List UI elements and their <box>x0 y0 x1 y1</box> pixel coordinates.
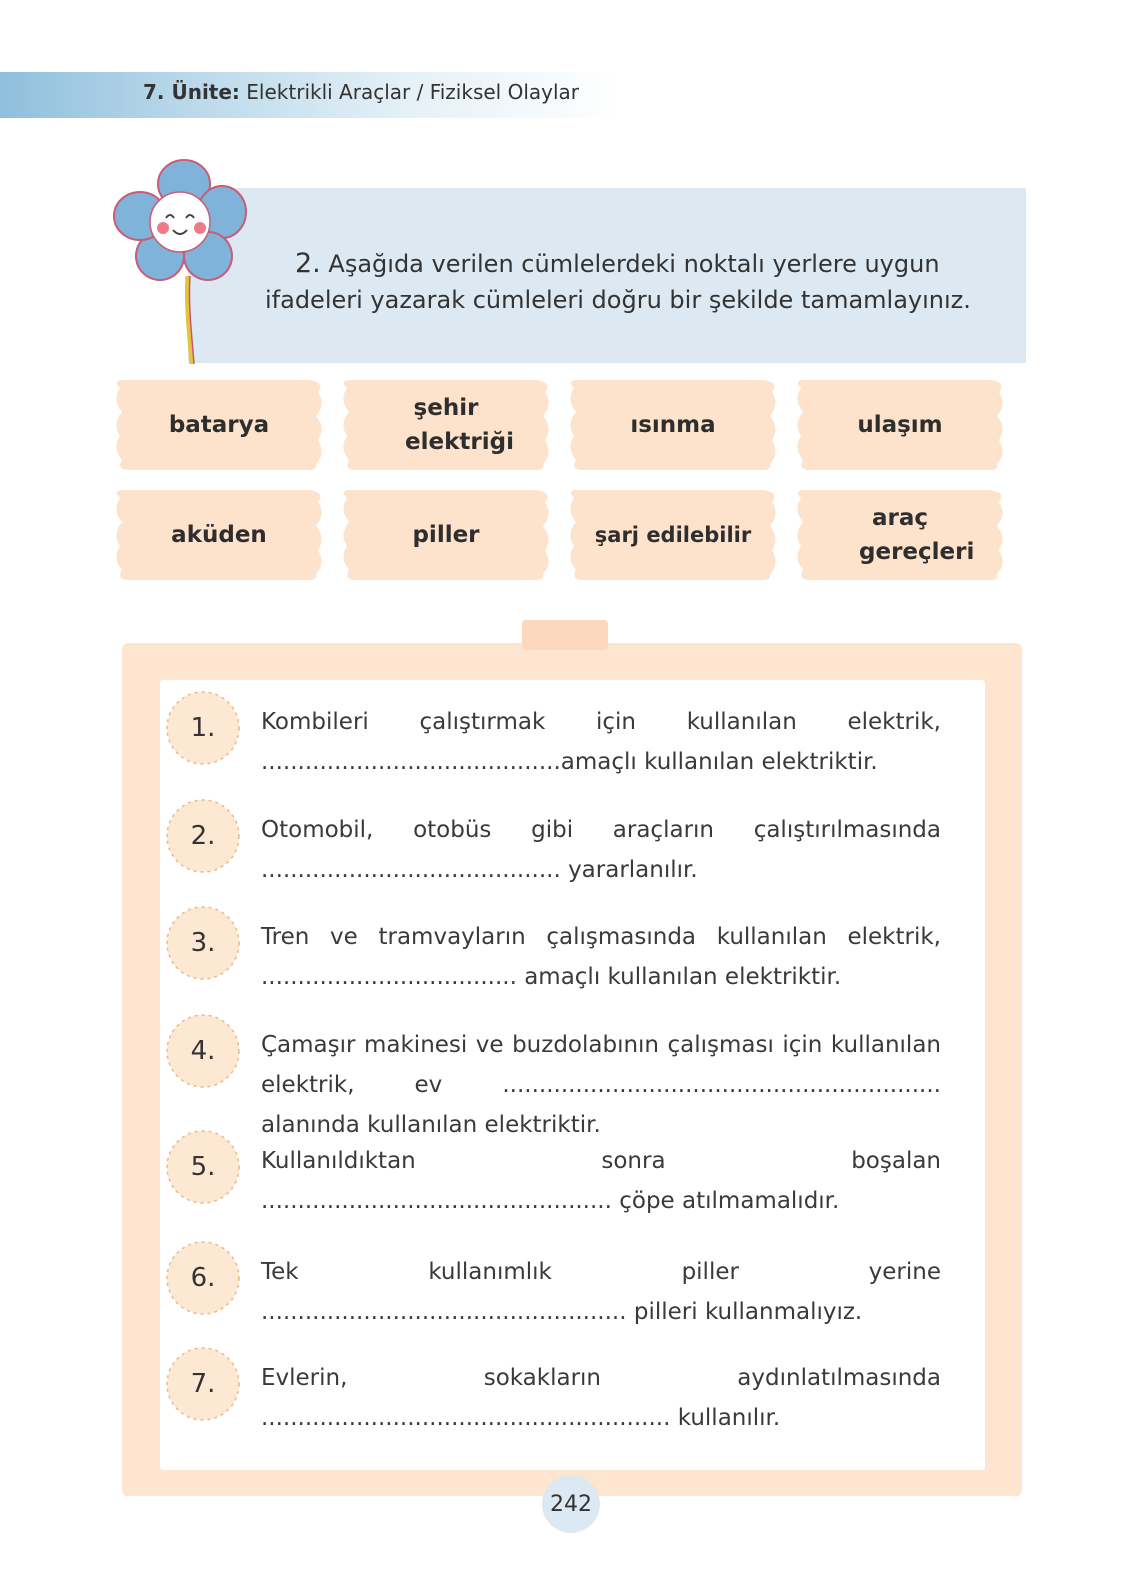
word-label: aküden <box>171 522 267 548</box>
question-text: Çamaşır makinesi ve buzdolabının çalışması için kullanılan elektrik, ev ............................................................ alanında kullanılan elektriktir. <box>261 1032 941 1138</box>
question-text: Tren ve tramvayların çalışmasında kullanılan elektrik, ................................... amaçlı kullanılan elektriktir. <box>261 924 941 990</box>
word-label: piller <box>412 522 480 548</box>
question-number: 6. <box>190 1263 216 1293</box>
question-text: Tek kullanımlık piller yerine .................................................. pilleri kullanmalıyız. <box>261 1259 941 1325</box>
question-number: 4. <box>190 1036 216 1066</box>
question-text: Otomobil, otobüs gibi araçların çalıştırılmasında ......................................... yararlanılır. <box>261 817 941 883</box>
number-badge <box>163 1344 243 1424</box>
word-label: şarj edilebilir <box>594 523 752 547</box>
number-badge <box>163 688 243 768</box>
instruction-number: 2. <box>295 248 321 279</box>
word-card <box>793 378 1007 472</box>
question-number: 5. <box>190 1152 216 1182</box>
word-label: ulaşım <box>857 412 943 438</box>
number-badge <box>163 903 243 983</box>
instruction-body: Aşağıda verilen cümlelerdeki noktalı yerlere uygun ifadeleri yazarak cümleleri doğru bir şekilde tamamlayınız. <box>265 250 971 314</box>
question-text: Kullanıldıktan sonra boşalan ................................................ çöpe atılmamalıdır. <box>261 1148 941 1214</box>
instruction-text <box>265 246 1020 318</box>
question-number: 1. <box>190 713 216 743</box>
word-card <box>112 488 326 582</box>
word-card <box>566 488 780 582</box>
word-card <box>339 378 553 472</box>
unit-header <box>143 80 579 104</box>
unit-label: 7. Ünite: <box>143 80 240 104</box>
word-card <box>339 488 553 582</box>
question-text: Evlerin, sokakların aydınlatılmasında ........................................................ kullanılır. <box>261 1365 941 1431</box>
question-number: 7. <box>190 1369 216 1399</box>
unit-title: Elektrikli Araçlar / Fiziksel Olaylar <box>246 80 580 104</box>
flower-icon <box>108 156 248 364</box>
word-card <box>112 378 326 472</box>
question-number: 3. <box>190 928 216 958</box>
word-label: şehir elektriği <box>405 395 514 455</box>
question-text: Kombileri çalıştırmak için kullanılan elektrik, .........................................amaçlı kullanılan elektriktir. <box>261 709 941 775</box>
word-card <box>793 488 1007 582</box>
tape-decoration <box>522 620 608 650</box>
number-badge <box>163 1011 243 1091</box>
word-label: batarya <box>168 412 270 438</box>
number-badge <box>163 1238 243 1318</box>
word-card <box>566 378 780 472</box>
number-badge <box>163 1127 243 1207</box>
word-label: araç gereçleri <box>859 505 975 565</box>
word-bank <box>112 378 1032 588</box>
word-label: ısınma <box>630 412 716 438</box>
page-number: 242 <box>542 1475 600 1533</box>
question-number: 2. <box>190 821 216 851</box>
number-badge <box>163 796 243 876</box>
